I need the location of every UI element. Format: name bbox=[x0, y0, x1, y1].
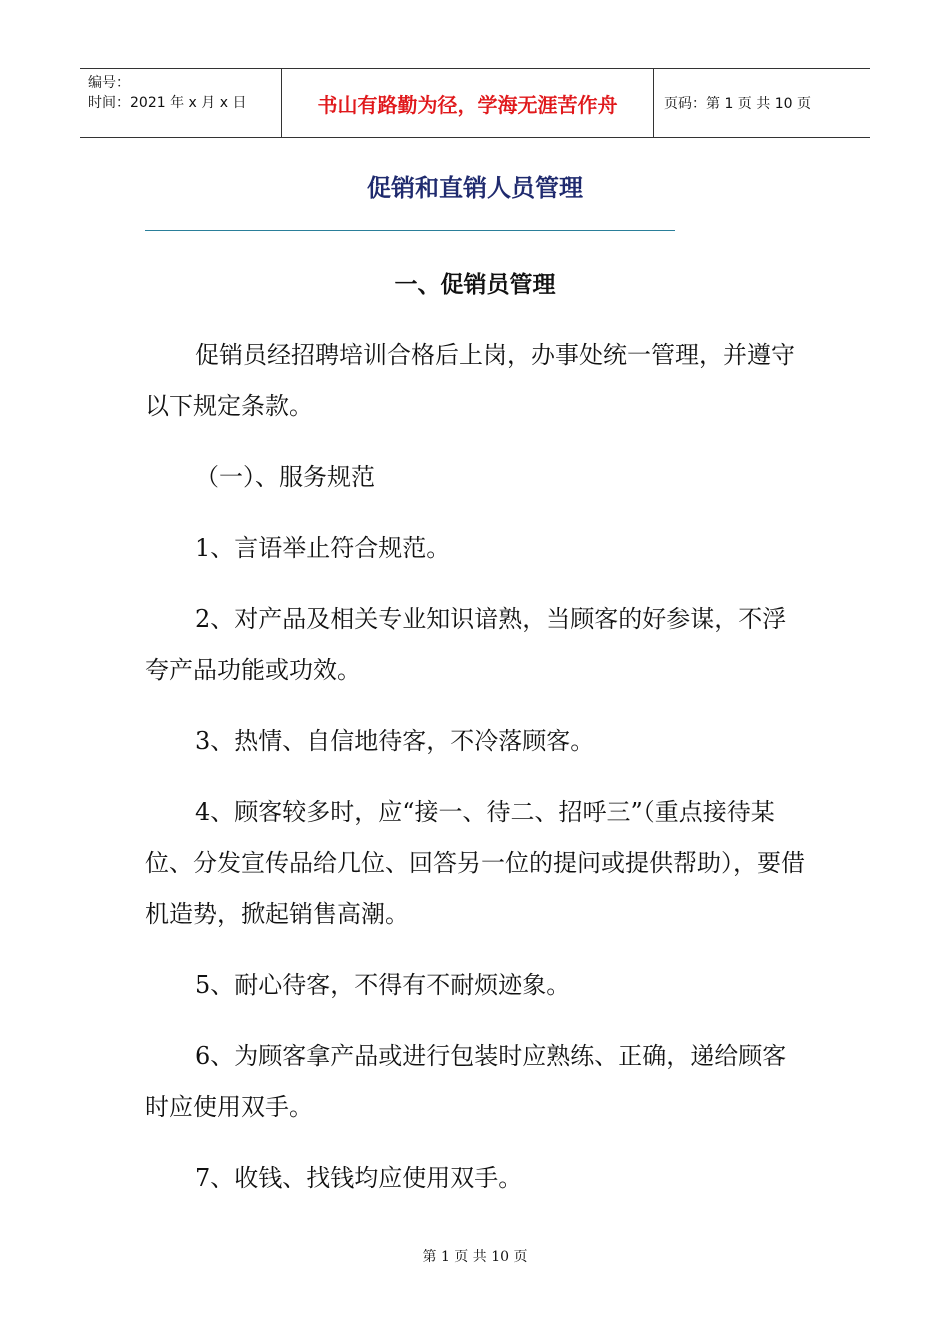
header-meta-cell bbox=[80, 69, 282, 137]
list-item: 5、耐心待客，不得有不耐烦迹象。 bbox=[195, 971, 571, 999]
list-item: 6、为顾客拿产品或进行包装时应熟练、正确，递给顾客时应使用双手。 bbox=[145, 1042, 787, 1121]
document-title: 促销和直销人员管理 bbox=[367, 173, 583, 202]
list-item: 2、对产品及相关专业知识谙熟，当顾客的好参谋，不浮夸产品功能或功效。 bbox=[145, 605, 787, 684]
header-page-info: 页码：第 1 页 共 10 页 bbox=[664, 96, 811, 112]
list-item: 3、热情、自信地待客，不冷落顾客。 bbox=[195, 727, 595, 755]
document-body bbox=[145, 330, 805, 1204]
list-item: 1、言语举止符合规范。 bbox=[195, 534, 451, 562]
header-motto: 书山有路勤为径，学海无涯苦作舟 bbox=[317, 92, 618, 117]
subheading-service-standards: （一）、服务规范 bbox=[195, 463, 375, 491]
list-item: 4、顾客较多时，应“接一、待二、招呼三”（重点接待某位、分发宣传品给几位、回答另一位的提问或提供帮助），要借机造势，掀起销售高潮。 bbox=[145, 798, 805, 928]
section-heading: 一、促销员管理 bbox=[394, 271, 556, 298]
header-motto-cell bbox=[282, 69, 654, 137]
document-date: 时间：2021 年 x 月 x 日 bbox=[88, 95, 247, 111]
header-page-cell bbox=[654, 69, 870, 137]
paragraph-intro: 促销员经招聘培训合格后上岗，办事处统一管理，并遵守以下规定条款。 bbox=[145, 341, 795, 420]
document-number-label: 编号： bbox=[88, 75, 130, 91]
title-divider bbox=[145, 230, 675, 231]
header-table bbox=[80, 68, 870, 138]
page-footer: 第 1 页 共 10 页 bbox=[422, 1249, 528, 1265]
list-item: 7、收钱、找钱均应使用双手。 bbox=[195, 1164, 523, 1192]
